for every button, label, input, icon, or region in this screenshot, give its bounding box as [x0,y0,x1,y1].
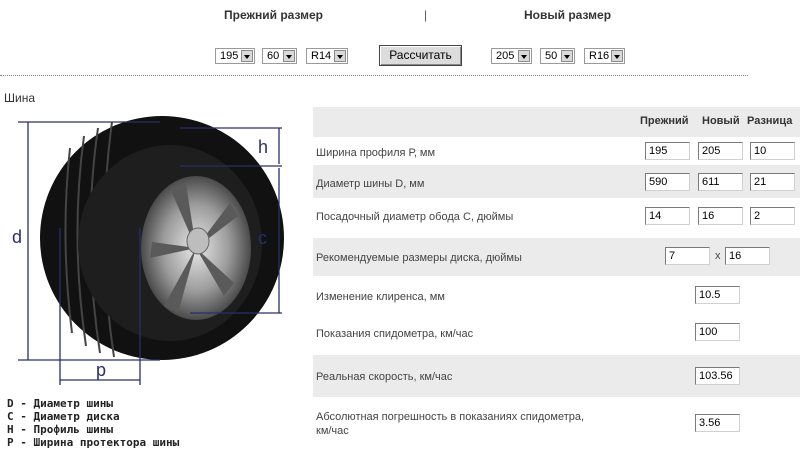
row-label-clearance: Изменение клиренса, мм [316,291,445,303]
legend-d: D - Диаметр шины [7,397,113,410]
old-width-field[interactable]: 195 [645,142,690,160]
legend-h: H - Профиль шины [7,423,113,436]
speedometer-field[interactable]: 100 [695,323,740,341]
new-size-heading: Новый размер [524,8,612,22]
calculate-button[interactable]: Рассчитать [379,45,462,66]
old-rim-select[interactable] [306,48,348,64]
new-profile-value: 50 [545,50,558,62]
new-width-select[interactable] [491,48,532,64]
chevron-down-icon [334,50,346,62]
old-width-select[interactable] [215,48,255,64]
row-label-speedometer: Показания спидометра, км/час [316,328,474,340]
label-h: h [258,137,269,157]
chevron-down-icon [241,50,253,62]
row-label-real-speed: Реальная скорость, км/час [316,371,453,383]
row-label-width: Ширина профиля Р, мм [316,147,436,159]
abs-error-field[interactable]: 3.56 [695,414,740,432]
disk-width-field[interactable]: 7 [665,247,710,265]
new-width-value: 205 [496,50,515,62]
new-profile-select[interactable] [540,48,575,64]
new-rim-field[interactable]: 16 [698,207,743,225]
column-diff: Разница [747,115,793,127]
legend-p: P - Ширина протектора шины [7,436,180,449]
new-diameter-field[interactable]: 611 [698,173,743,191]
row-label-rim: Посадочный диаметр обода С, дюймы [316,211,514,223]
label-c: c [258,228,267,248]
new-width-field[interactable]: 205 [698,142,743,160]
row-label-abs-error [316,410,584,438]
old-rim-value: R14 [311,50,332,62]
column-new: Новый [702,115,740,127]
diff-rim-field[interactable]: 2 [750,207,795,225]
old-diameter-field[interactable]: 590 [645,173,690,191]
diff-diameter-field[interactable]: 21 [750,173,795,191]
old-profile-select[interactable] [262,48,297,64]
old-profile-value: 60 [267,50,280,62]
legend-c: C - Диаметр диска [7,410,120,423]
clearance-field[interactable]: 10.5 [695,286,740,304]
chevron-down-icon [561,50,573,62]
chevron-down-icon [518,50,530,62]
label-d: d [12,227,23,247]
section-title: Шина [4,91,36,105]
label-p: p [96,360,107,380]
column-old: Прежний [640,115,689,127]
new-rim-value: R16 [589,50,610,62]
chevron-down-icon [283,50,295,62]
row-label-abs-error-line1: Абсолютная погрешность в показаниях спидометра, [316,411,585,423]
divider [0,75,748,76]
diff-width-field[interactable]: 10 [750,142,795,160]
row-label-disk: Рекомендуемые размеры диска, дюймы [316,252,522,264]
new-rim-select[interactable] [584,48,625,64]
old-rim-field[interactable]: 14 [645,207,690,225]
header-separator: | [424,8,428,22]
real-speed-field[interactable]: 103.56 [695,367,740,385]
old-width-value: 195 [220,50,239,62]
chevron-down-icon [611,50,623,62]
old-size-heading: Прежний размер [224,8,324,22]
row-label-abs-error-line2: км/час [316,425,349,437]
tire-diagram [0,108,300,393]
times-symbol: x [715,250,721,262]
row-label-diameter: Диаметр шины D, мм [316,178,425,190]
disk-diameter-field[interactable]: 16 [725,247,770,265]
